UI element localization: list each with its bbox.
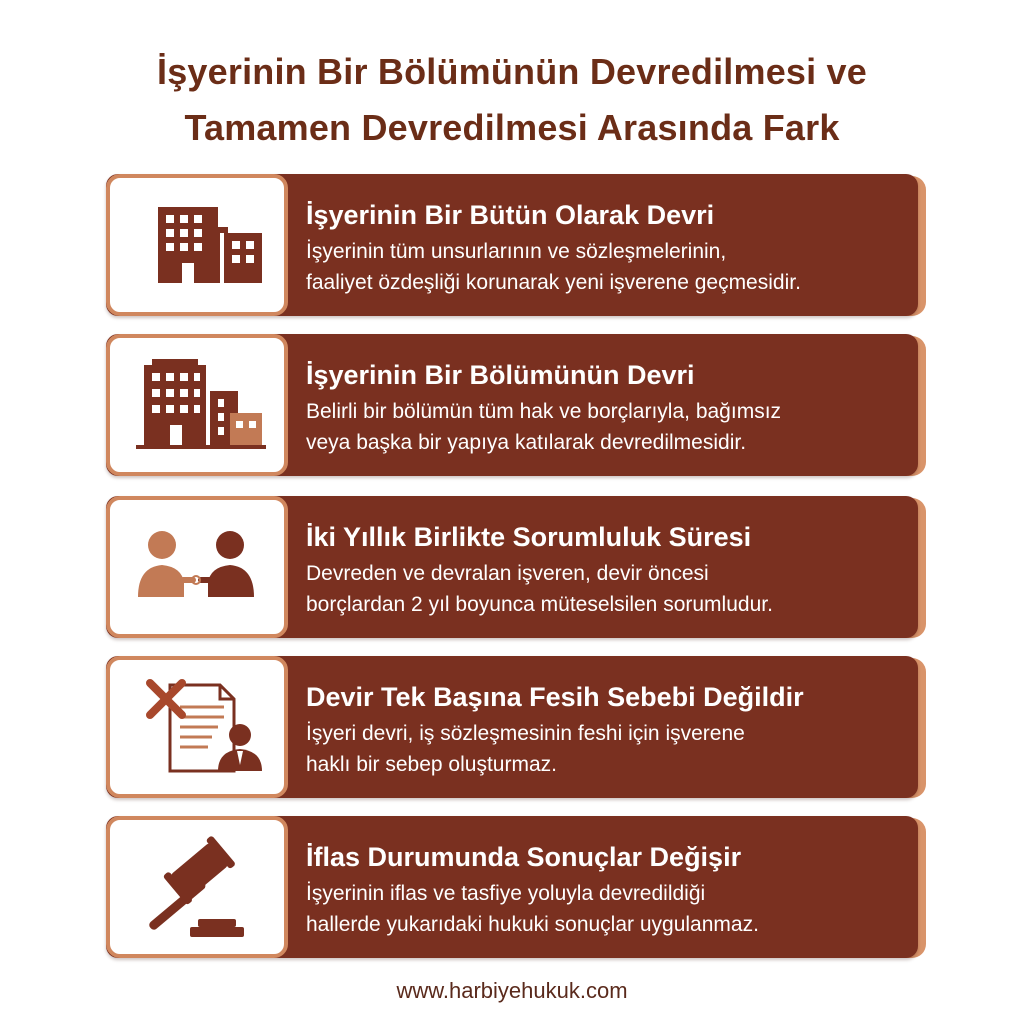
card-description: Belirli bir bölümün tüm hak ve borçlarıyla, bağımsız veya başka bir yapıya katılarak devredilmesidir. <box>306 400 782 454</box>
gavel-icon <box>122 831 272 943</box>
card-heading: Devir Tek Başına Fesih Sebebi Değildir <box>306 682 804 712</box>
icon-box <box>106 656 288 798</box>
card-description: Devreden ve devralan işveren, devir öncesi borçlardan 2 yıl boyunca müteselsilen sorumludur. <box>306 562 773 616</box>
card-bankruptcy <box>106 816 918 958</box>
buildings-icon <box>122 189 272 301</box>
card-not-termination-reason <box>106 656 918 798</box>
building-parts-icon <box>122 349 272 461</box>
card-whole-transfer <box>106 174 918 316</box>
card-description: İşyerinin iflas ve tasfiye yoluyla devredildiği hallerde yukarıdaki hukuki sonuçlar uygulanmaz. <box>306 882 759 936</box>
card-description: İşyeri devri, iş sözleşmesinin feshi için işverene haklı bir sebep oluşturmaz. <box>306 722 745 776</box>
card-description: İşyerinin tüm unsurlarının ve sözleşmelerinin, faaliyet özdeşliği korunarak yeni işverene geçmesidir. <box>306 240 801 294</box>
linked-people-icon <box>122 511 272 623</box>
card-joint-liability <box>106 496 918 638</box>
website-link[interactable]: www.harbiyehukuk.com <box>396 978 628 1003</box>
icon-box <box>106 174 288 316</box>
page-title <box>0 44 1024 156</box>
card-heading: İşyerinin Bir Bölümünün Devri <box>306 360 695 390</box>
card-partial-transfer <box>106 334 918 476</box>
title-line-1: İşyerinin Bir Bölümünün Devredilmesi ve <box>157 51 867 92</box>
cancelled-contract-icon <box>122 671 272 783</box>
icon-box <box>106 496 288 638</box>
title-line-2: Tamamen Devredilmesi Arasında Fark <box>184 107 840 148</box>
card-heading: İşyerinin Bir Bütün Olarak Devri <box>306 200 715 230</box>
icon-box <box>106 334 288 476</box>
card-heading: İki Yıllık Birlikte Sorumluluk Süresi <box>306 522 752 552</box>
icon-box <box>106 816 288 958</box>
card-heading: İflas Durumunda Sonuçlar Değişir <box>306 842 742 872</box>
